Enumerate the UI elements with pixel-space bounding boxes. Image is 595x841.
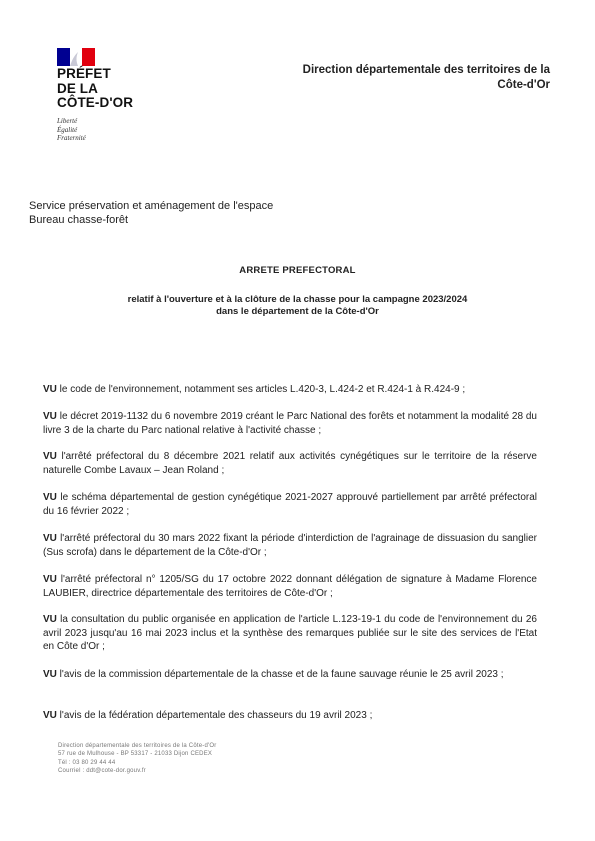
visa-text: l'avis de la fédération départementale des chasseurs du 19 avril 2023 ; — [56, 710, 373, 721]
marianne-flag-logo — [57, 48, 95, 66]
visa-vu: VU — [43, 710, 57, 721]
document-title: ARRETE PREFECTORAL — [239, 265, 356, 276]
visa-vu: VU — [43, 533, 57, 544]
visa-text: l'arrêté préfectoral du 30 mars 2022 fixant la période d'interdiction de l'agrainage de dissuasion du sanglier (Sus scrofa) dans le département de la Côte-d'Or ; — [43, 533, 537, 558]
visa-paragraph — [43, 668, 537, 682]
visa-paragraph — [43, 450, 537, 477]
bureau-name: Bureau chasse-forêt — [29, 214, 129, 226]
subtitle-line-2: dans le département de la Côte-d'Or — [216, 306, 379, 317]
visa-vu: VU — [43, 492, 57, 503]
visa-text: l'arrêté préfectoral n° 1205/SG du 17 octobre 2022 donnant délégation de signature à Madame Florence LAUBIER, directrice départementale des territoires de Côte-d'Or ; — [43, 574, 537, 599]
visa-text: l'arrêté préfectoral du 8 décembre 2021 relatif aux activités cynégétiques sur le territoire de la réserve naturelle Combe Lavaux – Jean Roland ; — [43, 451, 537, 476]
direction-line-1: Direction départementale des territoires de la — [302, 64, 550, 76]
visa-text: la consultation du public organisée en application de l'article L.123-19-1 du code de l'environnement du 26 avril 2023 jusqu'au 16 mai 2023 inclus et la synthèse des remarques publiée sur le site des services de l'Etat en Côte d'Or ; — [43, 614, 537, 652]
footer-line-3: Tél : 03 80 29 44 44 — [58, 759, 116, 766]
motto-egalite: Égalité — [57, 125, 78, 134]
visa-paragraph — [43, 491, 537, 518]
logo-line-2: DE LA — [57, 80, 98, 96]
visa-text: le schéma départemental de gestion cynégétique 2021-2027 approuvé partiellement par arrêté préfectoral du 16 février 2022 ; — [43, 492, 537, 517]
motto-liberte: Liberté — [57, 117, 78, 125]
visa-vu: VU — [43, 614, 57, 625]
document-subtitle — [0, 294, 595, 318]
visa-paragraph — [43, 573, 537, 600]
visa-vu: VU — [43, 384, 57, 395]
visa-paragraph — [43, 613, 537, 654]
visa-paragraph — [43, 709, 537, 723]
motto-fraternite: Fraternité — [57, 134, 86, 142]
visa-text: le décret 2019-1132 du 6 novembre 2019 créant le Parc National des forêts et notamment la modalité 28 du livre 3 de la charte du Parc national relative à l'activité chasse ; — [43, 411, 537, 436]
service-block — [29, 199, 273, 227]
visa-vu: VU — [43, 574, 57, 585]
service-name: Service préservation et aménagement de l'espace — [29, 200, 274, 212]
visa-paragraph — [43, 410, 537, 437]
visa-text: l'avis de la commission départementale de la chasse et de la faune sauvage réunie le 25 avril 2023 ; — [56, 669, 504, 680]
issuing-direction — [303, 63, 550, 93]
prefet-logo-title — [57, 67, 167, 111]
footer-line-2: 57 rue de Mulhouse - BP 53317 - 21033 Dijon CEDEX — [58, 751, 213, 758]
visa-vu: VU — [43, 411, 57, 422]
republic-motto — [57, 117, 86, 143]
footer-line-4: Courriel : ddt@cote-dor.gouv.fr — [58, 767, 146, 774]
visa-paragraph — [43, 532, 537, 559]
footer-line-1: Direction départementale des territoires de la Côte-d'Or — [58, 743, 217, 749]
direction-line-2: Côte-d'Or — [497, 79, 550, 91]
visa-paragraph — [43, 383, 537, 397]
subtitle-line-1: relatif à l'ouverture et à la clôture de la chasse pour la campagne 2023/2024 — [127, 294, 468, 305]
visa-text: le code de l'environnement, notamment ses articles L.420-3, L.424-2 et R.424-1 à R.424-9 ; — [56, 384, 466, 395]
logo-line-3: CÔTE-D'OR — [57, 95, 134, 110]
visa-vu: VU — [43, 669, 57, 680]
logo-line-1: PRÉFET — [57, 66, 111, 81]
visa-vu: VU — [43, 451, 57, 462]
footer-address — [58, 742, 216, 775]
